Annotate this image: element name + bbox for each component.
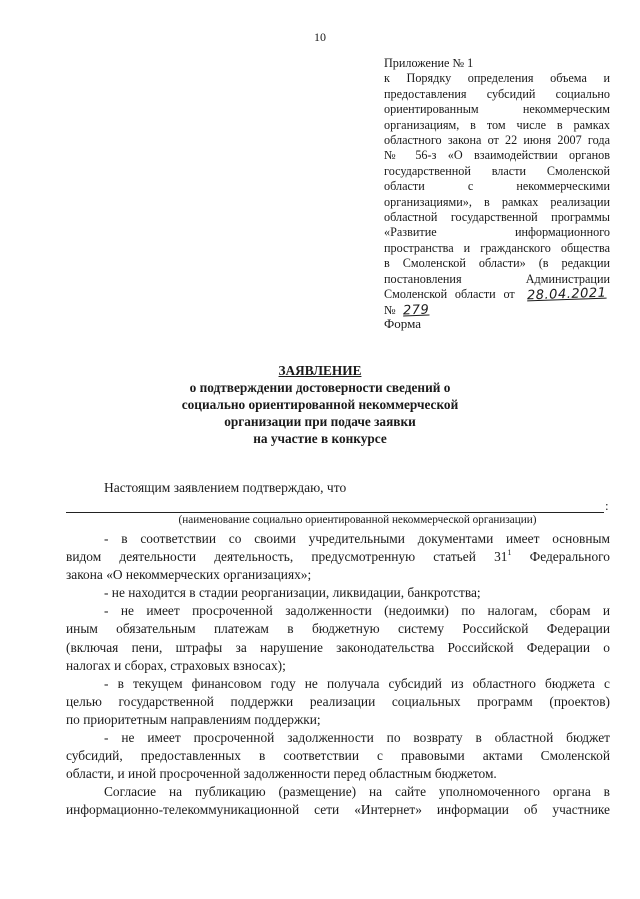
appendix-line: области с некоммерческими (384, 179, 610, 194)
blank-caption: (наименование социально ориентированной некоммерческой организации) (178, 514, 537, 526)
body-line: Согласие на публикацию (размещение) на сайте уполномоченного органа в (104, 784, 610, 800)
appendix-line: областного закона от 22 июня 2007 года (384, 133, 610, 148)
document-title (140, 362, 500, 447)
appendix-line: постановления Администрации (384, 271, 610, 286)
appendix-line: пространства и гражданского общества (384, 240, 610, 255)
form-label: Форма (384, 316, 421, 331)
title-line: на участие в конкурсе (253, 431, 387, 446)
body-line-with-footnote (66, 548, 610, 566)
handwritten-date: 28.04.2021 (526, 285, 607, 304)
appendix-line: № 56-з «О взаимодействии органов (384, 148, 610, 163)
footnote-superscript: 1 (507, 548, 512, 558)
body-line: иным обязательным платежам в бюджетную систему Российской Федерации (66, 621, 610, 637)
appendix-line: организациям, в том числе в рамках (384, 117, 610, 132)
body-line: - не находится в стадии реорганизации, ликвидации, банкротства; (104, 585, 481, 601)
body-line: целью государственной поддержки реализации социальных программ (проектов) (66, 693, 610, 709)
body-line-part: Федерального (511, 549, 611, 565)
title-heading: ЗАЯВЛЕНИЕ (278, 363, 362, 378)
appendix-line: «Развитие информационного (384, 225, 610, 240)
appendix-line: государственной власти Смоленской (384, 163, 610, 178)
appendix-line: к Порядку определения объема и (384, 71, 610, 86)
appendix-line: областной государственной программы (384, 210, 610, 225)
appendix-block (384, 56, 610, 318)
body-line: закона «О некоммерческих организациях»; (66, 567, 312, 583)
page-number: 10 (314, 30, 326, 44)
intro-text: Настоящим заявлением подтверждаю, что (104, 480, 347, 495)
body-line: - в соответствии со своими учредительными документами имеет основным (104, 531, 610, 546)
body-line: области, и иной просроченной задолженности перед областным бюджетом. (66, 766, 497, 782)
appendix-line: организациями», в рамках реализации (384, 194, 610, 209)
body-line: - в текущем финансовом году не получала субсидий из областного бюджета с (104, 675, 610, 691)
blank-colon: : (605, 498, 609, 513)
body-line: - не имеет просроченной задолженности по возврату в областной бюджет (104, 730, 610, 746)
title-line: о подтверждении достоверности сведений о (189, 380, 451, 395)
appendix-line: предоставления субсидий социально (384, 86, 610, 101)
handwritten-number: 279 (402, 302, 430, 318)
body-line: (включая пени, штрафы за нарушение законодательства Российской Федерации о (66, 639, 610, 655)
body-line: информационно-телекоммуникационной сети «Интернет» информации об участнике (66, 802, 610, 818)
appendix-date-line (384, 287, 610, 302)
statement-body (66, 530, 610, 820)
appendix-line: в Смоленской области» (в редакции (384, 256, 610, 271)
appendix-number-prefix: № (384, 302, 396, 317)
body-line: налогах и сборах, страховых взносах); (66, 657, 286, 673)
body-line: по приоритетным направлениям поддержки; (66, 711, 321, 727)
body-line-part: видом деятельности деятельность, предусмотренную статьей 31 (66, 549, 508, 565)
body-line: субсидий, предоставленных в соответствии с правовыми актами Смоленской (66, 748, 610, 764)
title-line: организации при подаче заявки (224, 414, 416, 429)
appendix-line: ориентированным некоммерческим (384, 102, 610, 117)
appendix-line: Приложение № 1 (384, 56, 474, 70)
body-line: - не имеет просроченной задолженности (недоимки) по налогам, сборам и (104, 603, 610, 619)
appendix-date-prefix: Смоленской области от (384, 287, 515, 302)
organization-name-blank (66, 500, 604, 513)
title-line: социально ориентированной некоммерческой (181, 397, 459, 412)
